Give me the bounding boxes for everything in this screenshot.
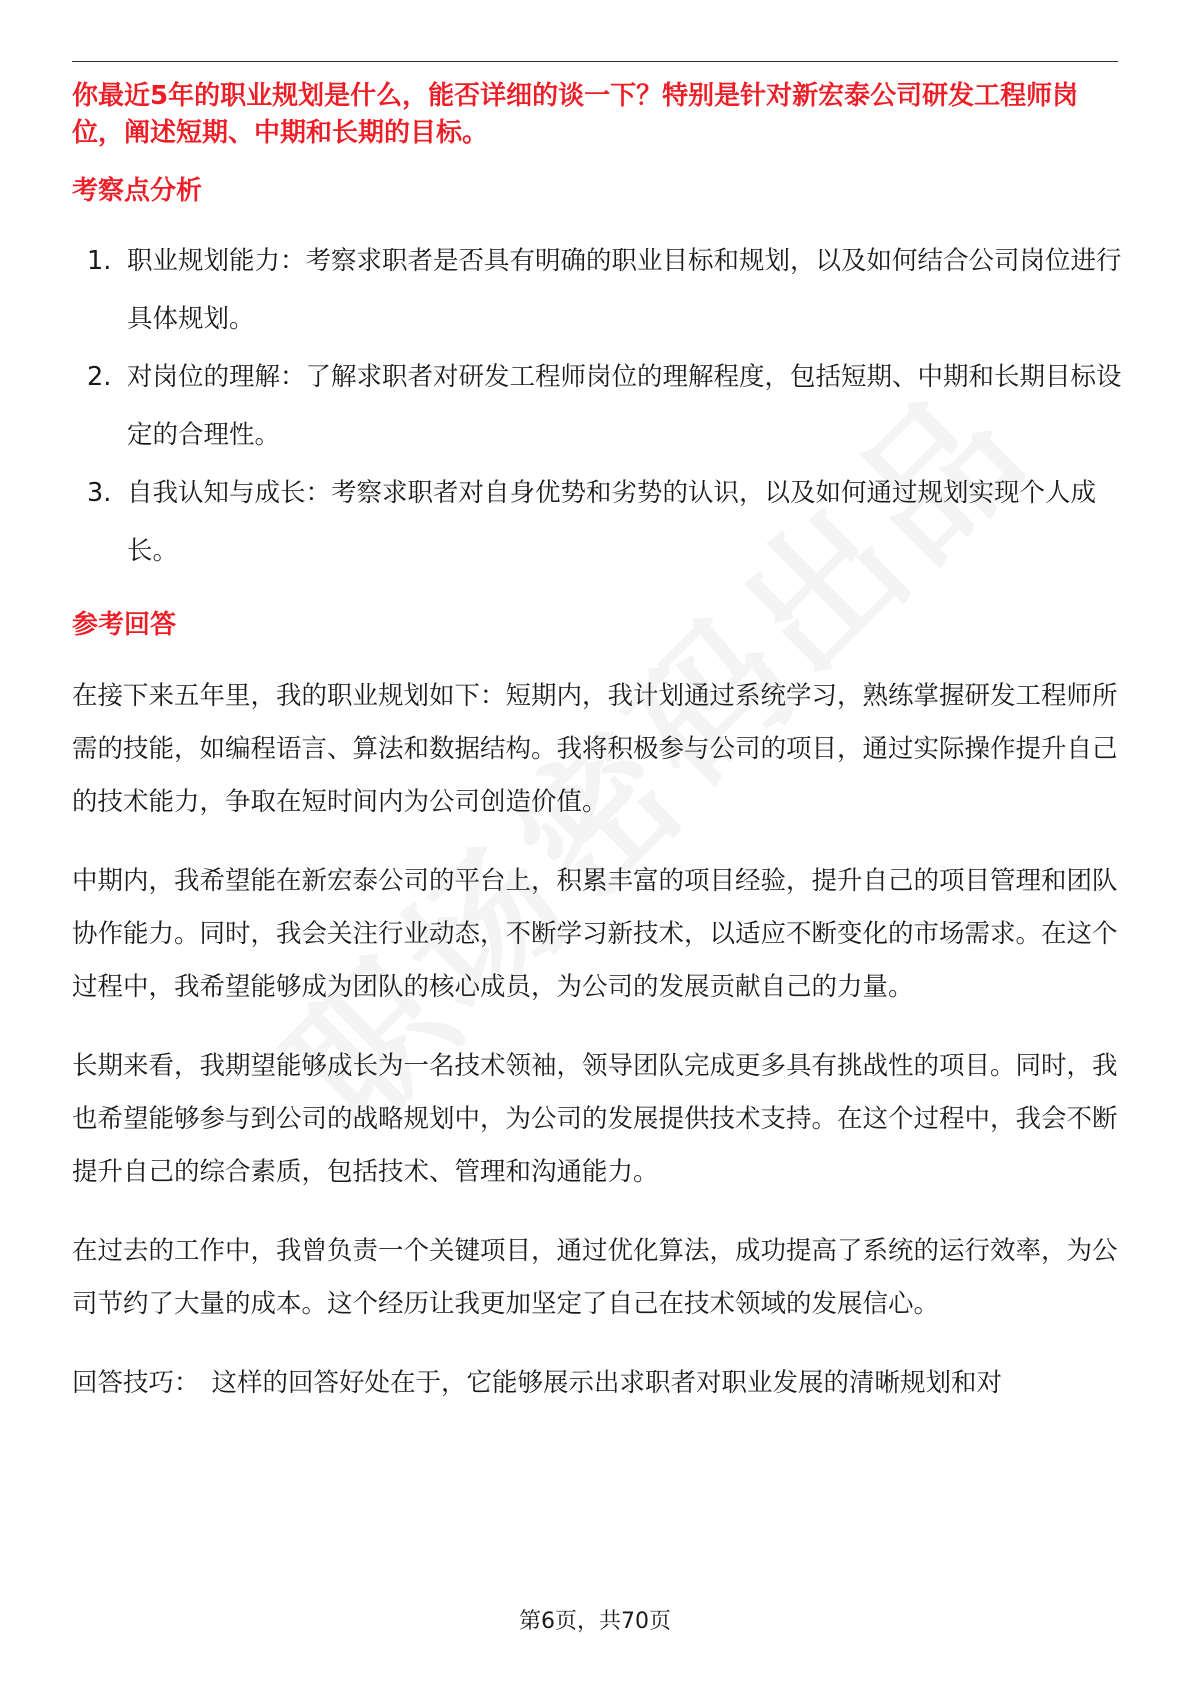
list-item [72, 232, 1122, 348]
document-body [72, 78, 1122, 1410]
page-number: 第6页，共70页 [519, 1609, 671, 1634]
list-item-number: 2. [87, 362, 112, 392]
list-item-number: 3. [87, 478, 112, 508]
answer-title: 参考回答 [72, 610, 177, 640]
answer-paragraph: 在接下来五年里，我的职业规划如下：短期内，我计划通过系统学习，熟练掌握研发工程师所需的技能，如编程语言、算法和数据结构。我将积极参与公司的项目，通过实际操作提升自己的技术能力，争取在短时间内为公司创造价值。 [72, 681, 1118, 817]
answer-paragraph: 中期内，我希望能在新宏泰公司的平台上，积累丰富的项目经验，提升自己的项目管理和团队协作能力。同时，我会关注行业动态，不断学习新技术，以适应不断变化的市场需求。在这个过程中，我希望能够成为团队的核心成员，为公司的发展贡献自己的力量。 [72, 866, 1118, 1002]
list-item [72, 348, 1122, 464]
answer-paragraph: 长期来看，我期望能够成长为一名技术领袖，领导团队完成更多具有挑战性的项目。同时，我也希望能够参与到公司的战略规划中，为公司的发展提供技术支持。在这个过程中，我会不断提升自己的综合素质，包括技术、管理和沟通能力。 [72, 1051, 1118, 1187]
tips-label: 回答技巧： [72, 1368, 200, 1398]
answer-tips [72, 1357, 1122, 1410]
analysis-points-list [72, 232, 1122, 580]
list-item-text: 职业规划能力：考察求职者是否具有明确的职业目标和规划，以及如何结合公司岗位进行具体规划。 [127, 246, 1122, 334]
list-item-text: 对岗位的理解：了解求职者对研发工程师岗位的理解程度，包括短期、中期和长期目标设定的合理性。 [127, 362, 1122, 450]
tips-text: 这样的回答好处在于，它能够展示出求职者对职业发展的清晰规划和对 [211, 1368, 1003, 1398]
list-item [72, 464, 1122, 580]
header-rule [72, 61, 1118, 62]
answer-paragraph: 在过去的工作中，我曾负责一个关键项目，通过优化算法，成功提高了系统的运行效率，为公司节约了大量的成本。这个经历让我更加坚定了自己在技术领域的发展信心。 [72, 1236, 1118, 1319]
list-item-number: 1. [87, 246, 112, 276]
analysis-title: 考察点分析 [72, 176, 203, 206]
question-heading: 你最近5年的职业规划是什么，能否详细的谈一下？特别是针对新宏泰公司研发工程师岗位，阐述短期、中期和长期的目标。 [72, 81, 1079, 148]
list-item-text: 自我认知与成长：考察求职者对自身优势和劣势的认识，以及如何通过规划实现个人成长。 [127, 478, 1097, 566]
